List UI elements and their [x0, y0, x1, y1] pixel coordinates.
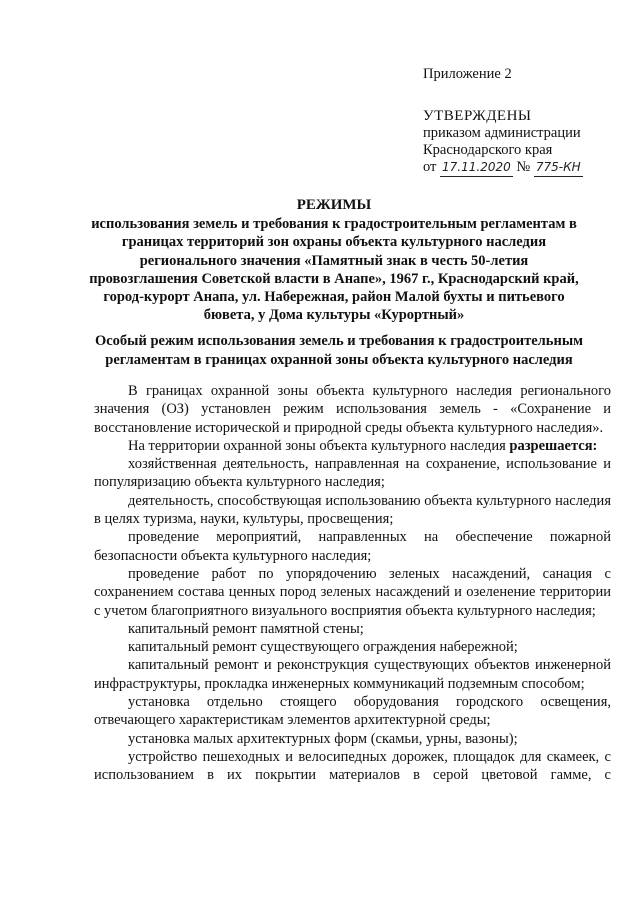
section-heading: [84, 332, 594, 369]
order-line-2: Краснодарского края: [423, 142, 553, 158]
permitted-intro-text: На территории охранной зоны объекта культурного наследия: [128, 437, 506, 454]
title-line-2: границах территорий зон охраны объекта культурного наследия: [121, 234, 547, 251]
paragraph-permitted-intro: [94, 437, 611, 455]
paragraph-item: проведение мероприятий, направленных на обеспечение пожарной безопасности объекта культурного наследия;: [94, 529, 611, 564]
paragraph-item: установка отдельно стоящего оборудования городского освещения, отвечающего характеристикам элементов архитектурной среды;: [94, 694, 611, 729]
title-line-6: бювета, у Дома культуры «Курортный»: [203, 307, 465, 324]
paragraph-intro: В границах охранной зоны объекта культурного наследия регионального значения (ОЗ) установлен режим использования земель - «Сохранение и восстановление исторической и природной среды объекта культурного наследия».: [94, 383, 611, 436]
document-title: [84, 196, 584, 324]
paragraph-item: проведение работ по упорядочению зеленых насаждений, санация с сохранением состава ценных пород зеленых насаждений и озеленение территории с учетом благоприятного визуального восприятия объекта культурного наследия;: [94, 565, 611, 619]
paragraph-item: капитальный ремонт и реконструкция существующих объектов инженерной инфраструктуры, прокладка инженерных коммуникаций подземным способом;: [94, 657, 611, 692]
document-body: [94, 382, 611, 785]
approved-heading: УТВЕРЖДЕНЫ: [423, 108, 532, 124]
appendix-label: Приложение 2: [423, 66, 512, 82]
order-date-handwritten: 17.11.2020: [440, 159, 513, 177]
section-heading-line-1: Особый режим использования земель и требования к градостроительным: [94, 333, 584, 349]
order-date-line: [423, 159, 583, 177]
title-main: РЕЖИМЫ: [296, 197, 372, 213]
section-heading-line-2: регламентам в границах охранной зоны объекта культурного наследия: [105, 351, 573, 368]
title-line-4: провозглашения Советской власти в Анапе», 1967 г., Краснодарский край,: [89, 270, 579, 287]
paragraph-item: установка малых архитектурных форм (скамьи, урны, вазоны);: [128, 730, 518, 747]
title-line-1: использования земель и требования к градостроительным регламентам в: [91, 216, 577, 233]
order-number-sign: №: [516, 159, 531, 175]
paragraph-item: устройство пешеходных и велосипедных дорожек, площадок для скамеек, с использованием в их покрытии материалов в серой цветовой гамме, с: [94, 748, 611, 784]
order-number-handwritten: 775-КН: [534, 159, 583, 177]
title-line-3: регионального значения «Памятный знак в честь 50-летия: [139, 252, 529, 269]
paragraph-item: капитальный ремонт памятной стены;: [128, 620, 364, 637]
permitted-label: разрешается:: [509, 437, 598, 454]
order-line-1: приказом администрации: [423, 125, 581, 141]
title-line-5: город-курорт Анапа, ул. Набережная, район Малой бухты и питьевого: [103, 289, 565, 306]
approval-block: [423, 108, 583, 177]
paragraph-item: хозяйственная деятельность, направленная на сохранение, использование и популяризацию объекта культурного наследия;: [94, 456, 611, 491]
paragraph-item: деятельность, способствующая использованию объекта культурного наследия в целях туризма, науки, культуры, просвещения;: [94, 492, 611, 528]
paragraph-item: капитальный ремонт существующего ограждения набережной;: [128, 639, 518, 656]
order-from-label: от: [423, 159, 437, 175]
